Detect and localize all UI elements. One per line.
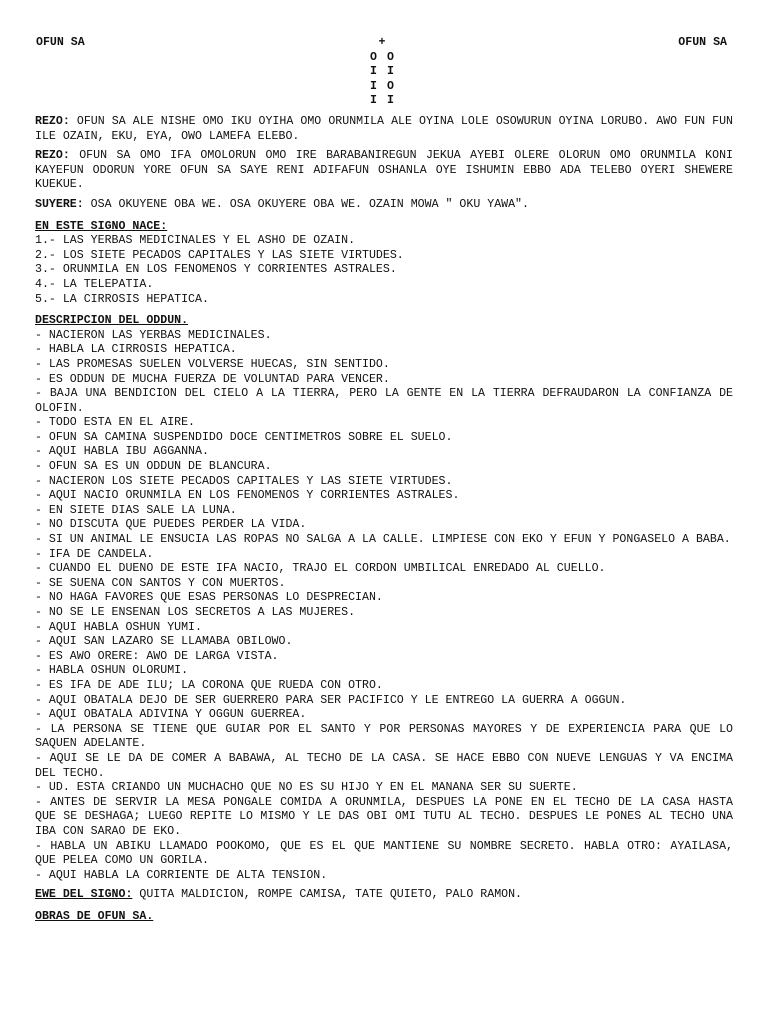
descripcion-list — [35, 329, 733, 884]
sign-mark-right: O — [387, 50, 394, 64]
list-item: - HABLA LA CIRROSIS HEPATICA. — [35, 343, 237, 357]
list-item: - CUANDO EL DUENO DE ESTE IFA NACIO, TRAJO EL CORDON UMBILICAL ENREDADO AL CUELLO. — [35, 562, 606, 576]
list-item: - NACIERON LAS YERBAS MEDICINALES. — [35, 328, 272, 342]
rezo-paragraph-2 — [35, 149, 733, 193]
list-item: - SE SUENA CON SANTOS Y CON MUERTOS. — [35, 576, 286, 590]
sign-cross: + — [378, 36, 386, 49]
sign-row-4 — [366, 94, 398, 109]
header-left-title: OFUN SA — [36, 36, 85, 49]
list-item: - ES ODDUN DE MUCHA FUERZA DE VOLUNTAD PARA VENCER. — [35, 372, 390, 386]
nace-list — [35, 234, 733, 307]
list-item: - EN SIETE DIAS SALE LA LUNA. — [35, 503, 237, 517]
rezo-text: OFUN SA ALE NISHE OMO IKU OYIHA OMO ORUNMILA ALE OYINA LOLE OSOWURUN OYINA LORUBO. AWO FUN FUN ILE OZAIN, EKU, EYA, OWO LAMEFA ELEBO. — [35, 115, 733, 143]
list-item: - AQUI SE LE DA DE COMER A BABAWA, AL TECHO DE LA CASA. SE HACE EBBO CON NUEVE LENGUAS Y VA ENCIMA DEL TECHO. — [35, 751, 733, 780]
header-right-title: OFUN SA — [678, 36, 727, 49]
list-item: - AQUI SAN LAZARO SE LLAMABA OBILOWO. — [35, 635, 293, 649]
sign-mark-left: I — [370, 94, 377, 108]
list-item: - SI UN ANIMAL LE ENSUCIA LAS ROPAS NO SALGA A LA CALLE. LIMPIESE CON EKO Y EFUN Y PONGASELO A BABA. — [35, 533, 731, 547]
sign-row-2 — [366, 65, 398, 80]
ewe-paragraph — [35, 888, 733, 903]
list-item: - BAJA UNA BENDICION DEL CIELO A LA TIERRA, PERO LA GENTE EN LA TIERRA DEFRAUDARON LA CONFIANZA DE OLOFIN. — [35, 387, 733, 415]
rezo-label: REZO: — [35, 149, 70, 163]
list-item: - IFA DE CANDELA. — [35, 547, 154, 561]
rezo-label: REZO: — [35, 115, 70, 128]
sign-mark-left: O — [370, 50, 377, 64]
list-item: - HABLA OSHUN OLORUMI. — [35, 664, 189, 678]
sign-mark-right: I — [387, 94, 394, 108]
list-item: - ES IFA DE ADE ILU; LA CORONA QUE RUEDA CON OTRO. — [35, 678, 383, 692]
list-item: - AQUI NACIO ORUNMILA EN LOS FENOMENOS Y CORRIENTES ASTRALES. — [35, 489, 460, 503]
list-item: 2.- LOS SIETE PECADOS CAPITALES Y LAS SIETE VIRTUDES. — [35, 248, 404, 262]
list-item: - LAS PROMESAS SUELEN VOLVERSE HUECAS, SIN SENTIDO. — [35, 357, 390, 371]
list-item: - NACIERON LOS SIETE PECADOS CAPITALES Y LAS SIETE VIRTUDES. — [35, 474, 453, 488]
list-item: - NO DISCUTA QUE PUEDES PERDER LA VIDA. — [35, 518, 307, 532]
suyere-label: SUYERE: — [35, 197, 84, 211]
ewe-label: EWE DEL SIGNO: — [35, 888, 133, 902]
list-item: - UD. ESTA CRIANDO UN MUCHACHO QUE NO ES SU HIJO Y EN EL MANANA SER SU SUERTE. — [35, 781, 578, 795]
list-item: 4.- LA TELEPATIA. — [35, 277, 154, 291]
odun-header — [35, 36, 733, 110]
list-item: - ES AWO ORERE: AWO DE LARGA VISTA. — [35, 649, 279, 663]
list-item: - LA PERSONA SE TIENE QUE GUIAR POR EL SANTO Y POR PERSONAS MAYORES Y DE EXPERIENCIA PARA QUE LO SAQUEN ADELANTE. — [35, 722, 733, 751]
ewe-text: QUITA MALDICION, ROMPE CAMISA, TATE QUIETO, PALO RAMON. — [132, 888, 523, 902]
rezo-text: OFUN SA OMO IFA OMOLORUN OMO IRE BARABANIREGUN JEKUA AYEBI OLERE OLORUN OMO ORUNMILA KONI KAYEFUN ODORUN YORE OFUN SA SAYE RENI ADIFAFUN OSHANLA OYE ISHUMIN EBBO ADA TELEBO OYERI SHEWERE KUEKUE. — [35, 149, 733, 192]
list-item: - TODO ESTA EN EL AIRE. — [35, 416, 196, 430]
obras-heading: OBRAS DE OFUN SA. — [35, 909, 154, 923]
document-page — [35, 36, 733, 924]
list-item: - AQUI HABLA OSHUN YUMI. — [35, 620, 202, 634]
list-item: - OFUN SA ES UN ODDUN DE BLANCURA. — [35, 460, 272, 474]
odun-sign-mark — [366, 36, 398, 109]
suyere-text: OSA OKUYENE OBA WE. OSA OKUYERE OBA WE. OZAIN MOWA " OKU YAWA". — [83, 197, 529, 211]
list-item: - AQUI OBATALA ADIVINA Y OGGUN GUERREA. — [35, 708, 307, 722]
nace-heading: EN ESTE SIGNO NACE: — [35, 219, 168, 233]
list-item: - HABLA UN ABIKU LLAMADO POOKOMO, QUE ES EL QUE MANTIENE SU NOMBRE SECRETO. HABLA OTRO: AYAILASA, QUE PELEA COMO UN GORILA. — [35, 839, 733, 868]
list-item: - AQUI HABLA LA CORRIENTE DE ALTA TENSION. — [35, 868, 328, 882]
list-item: - AQUI HABLA IBU AGGANNA. — [35, 445, 209, 459]
list-item: - NO HAGA FAVORES QUE ESAS PERSONAS LO DESPRECIAN. — [35, 591, 383, 605]
sign-row-3 — [366, 80, 398, 95]
list-item: 5.- LA CIRROSIS HEPATICA. — [35, 292, 209, 306]
list-item: - ANTES DE SERVIR LA MESA PONGALE COMIDA A ORUNMILA, DESPUES LA PONE EN EL TECHO DE LA CASA HASTA QUE SE DESHAGA; LUEGO REPITE LO MISMO Y LE DAS OBI OMI TUTU AL TECHO. DESPUES LE PONES AL TECHO UNA IBA CON SARAO DE EKO. — [35, 795, 733, 838]
sign-mark-right: I — [387, 65, 394, 79]
sign-mark-left: I — [370, 79, 377, 93]
rezo-paragraph-1 — [35, 115, 733, 144]
list-item: 3.- ORUNMILA EN LOS FENOMENOS Y CORRIENTES ASTRALES. — [35, 263, 397, 277]
sign-row-1 — [366, 51, 398, 66]
list-item: - AQUI OBATALA DEJO DE SER GUERRERO PARA SER PACIFICO Y LE ENTREGO LA GUERRA A OGGUN. — [35, 693, 627, 707]
list-item: - OFUN SA CAMINA SUSPENDIDO DOCE CENTIMETROS SOBRE EL SUELO. — [35, 430, 453, 444]
descripcion-heading: DESCRIPCION DEL ODDUN. — [35, 314, 189, 328]
suyere-paragraph — [35, 198, 733, 213]
list-item: 1.- LAS YERBAS MEDICINALES Y EL ASHO DE OZAIN. — [35, 234, 356, 248]
sign-mark-right: O — [387, 79, 394, 93]
sign-mark-left: I — [370, 65, 377, 79]
list-item: - NO SE LE ENSENAN LOS SECRETOS A LAS MUJERES. — [35, 606, 356, 619]
